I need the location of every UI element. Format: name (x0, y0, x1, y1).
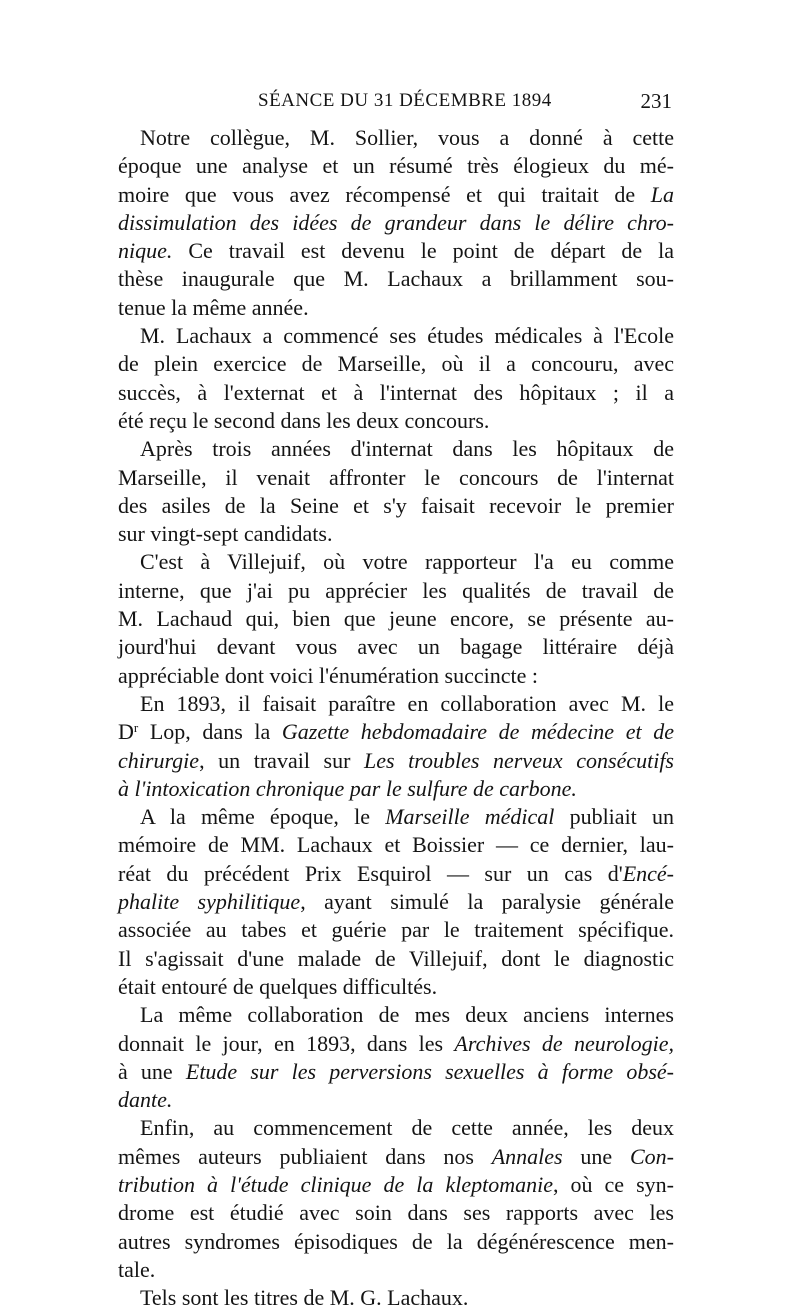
italic-text: Encé- (622, 860, 674, 886)
italic-text: Archives de neurologie, (454, 1030, 675, 1056)
text-run: A la même époque, le (140, 804, 386, 830)
text-run: Ce travail est devenu le point de départ de la (172, 238, 674, 264)
text-run: Tels sont les titres de M. G. Lachaux. (140, 1285, 469, 1311)
italic-text: dante. (118, 1087, 173, 1113)
italic-text: La (650, 181, 674, 207)
text-line (118, 803, 674, 831)
text-run: époque une analyse et un résumé très élogieux du mé- (118, 153, 674, 179)
text-line (118, 492, 674, 520)
text-run: tale. (118, 1256, 156, 1282)
italic-text: à l'intoxication chronique par le sulfure de carbone. (118, 775, 577, 801)
text-line (118, 633, 674, 661)
text-line (118, 1256, 674, 1284)
text-run: donnait le jour, en 1893, dans les (118, 1030, 455, 1056)
text-run: succès, à l'externat et à l'internat des hôpitaux ; il a (118, 379, 674, 405)
text-run: tenue la même année. (118, 294, 309, 320)
italic-text: nique. (118, 238, 173, 264)
text-run: interne, que j'ai pu apprécier les qualités de travail de (118, 577, 674, 603)
text-run: publiait un (554, 804, 674, 830)
text-run: Après trois années d'internat dans les hôpitaux de (140, 436, 674, 462)
text-line (118, 1086, 674, 1114)
text-line (118, 520, 674, 548)
text-line (118, 718, 674, 746)
text-line (118, 1284, 674, 1312)
italic-text: dissimulation des idées de grandeur dans le délire chro- (118, 209, 674, 235)
text-run: de plein exercice de Marseille, où il a concouru, avec (118, 351, 674, 377)
text-run: C'est à Villejuif, où votre rapporteur l'a eu comme (140, 549, 674, 575)
text-line (118, 1171, 674, 1199)
text-line (118, 747, 674, 775)
text-line (118, 379, 674, 407)
text-line (118, 1143, 674, 1171)
italic-text: Les troubles nerveux consécutifs (364, 747, 674, 773)
page-number: 231 (640, 89, 672, 113)
text-line (118, 464, 674, 492)
text-line (118, 548, 674, 576)
text-line (118, 1030, 674, 1058)
italic-text: tribution à l'étude clinique de la kleptomanie (118, 1171, 553, 1197)
text-line (118, 945, 674, 973)
text-line (118, 350, 674, 378)
text-run: D (118, 719, 134, 745)
text-line (118, 888, 674, 916)
italic-text: Gazette hebdomadaire de médecine et de (281, 719, 674, 745)
text-run: appréciable dont voici l'énumération succincte : (118, 662, 538, 688)
text-line (118, 577, 674, 605)
italic-text: phalite syphilitique (118, 889, 301, 915)
text-line (118, 1114, 674, 1142)
text-run: La même collaboration de mes deux anciens internes (140, 1002, 674, 1028)
text-line (118, 237, 674, 265)
text-line (118, 1199, 674, 1227)
running-title: SÉANCE DU 31 DÉCEMBRE 1894 (258, 90, 552, 111)
text-line (118, 916, 674, 944)
text-line (118, 152, 674, 180)
text-line (118, 1228, 674, 1256)
text-line (118, 690, 674, 718)
text-run: Lop, dans la (138, 719, 282, 745)
text-run: mémoire de MM. Lachaux et Boissier — ce dernier, lau- (118, 832, 674, 858)
italic-text: Annales (491, 1143, 563, 1169)
text-line (118, 209, 674, 237)
text-line (118, 322, 674, 350)
text-run: des asiles de la Seine et s'y faisait recevoir le premier (118, 492, 674, 518)
text-run: Il s'agissait d'une malade de Villejuif, dont le diagnostic (118, 945, 674, 971)
text-run: , où ce syn- (552, 1171, 675, 1197)
text-line (118, 435, 674, 463)
text-line (118, 1001, 674, 1029)
text-run: moire que vous avez récompensé et qui traitait de (118, 181, 651, 207)
text-run: drome est étudié avec soin dans ses rapports avec les (118, 1200, 674, 1226)
italic-text: Con- (630, 1143, 674, 1169)
text-line (118, 831, 674, 859)
text-run: En 1893, il faisait paraître en collaboration avec M. le (140, 690, 674, 716)
text-line (118, 775, 674, 803)
text-line (118, 124, 674, 152)
text-run: M. Lachaux a commencé ses études médicales à l'Ecole (140, 323, 674, 349)
text-run: était entouré de quelques difficultés. (118, 973, 438, 999)
text-run: Enfin, au commencement de cette année, les deux (140, 1115, 674, 1141)
text-line (118, 605, 674, 633)
italic-text: Marseille médical (385, 804, 555, 830)
superscript-text: r (133, 720, 139, 736)
text-line (118, 860, 674, 888)
running-head (118, 90, 672, 120)
text-run: , ayant simulé la paralysie générale (300, 889, 674, 915)
text-line (118, 973, 674, 1001)
text-run: sur vingt-sept candidats. (118, 521, 333, 547)
italic-text: chirurgie (118, 747, 200, 773)
italic-text: Etude sur les perversions sexuelles à forme obsé- (185, 1058, 674, 1084)
text-line (118, 1058, 674, 1086)
text-line (118, 181, 674, 209)
text-line (118, 294, 674, 322)
text-run: Notre collègue, M. Sollier, vous a donné à cette (140, 125, 674, 150)
text-run: jourd'hui devant vous avec un bagage littéraire déjà (118, 634, 674, 660)
text-line (118, 407, 674, 435)
text-run: une (562, 1143, 630, 1169)
text-run: été reçu le second dans les deux concours. (118, 407, 490, 433)
text-run: thèse inaugurale que M. Lachaux a brillamment sou- (118, 266, 674, 292)
text-run: à une (118, 1058, 186, 1084)
body-text (118, 124, 674, 1312)
text-line (118, 662, 674, 690)
text-run: réat du précédent Prix Esquirol — sur un cas d' (118, 860, 623, 886)
text-run: associée au tabes et guérie par le traitement spécifique. (118, 917, 674, 943)
text-run: , un travail sur (199, 747, 364, 773)
text-run: mêmes auteurs publiaient dans nos (118, 1143, 492, 1169)
text-run: M. Lachaud qui, bien que jeune encore, se présente au- (118, 606, 674, 632)
text-line (118, 265, 674, 293)
text-run: Marseille, il venait affronter le concours de l'internat (118, 464, 674, 490)
text-run: autres syndromes épisodiques de la dégénérescence men- (118, 1228, 674, 1254)
